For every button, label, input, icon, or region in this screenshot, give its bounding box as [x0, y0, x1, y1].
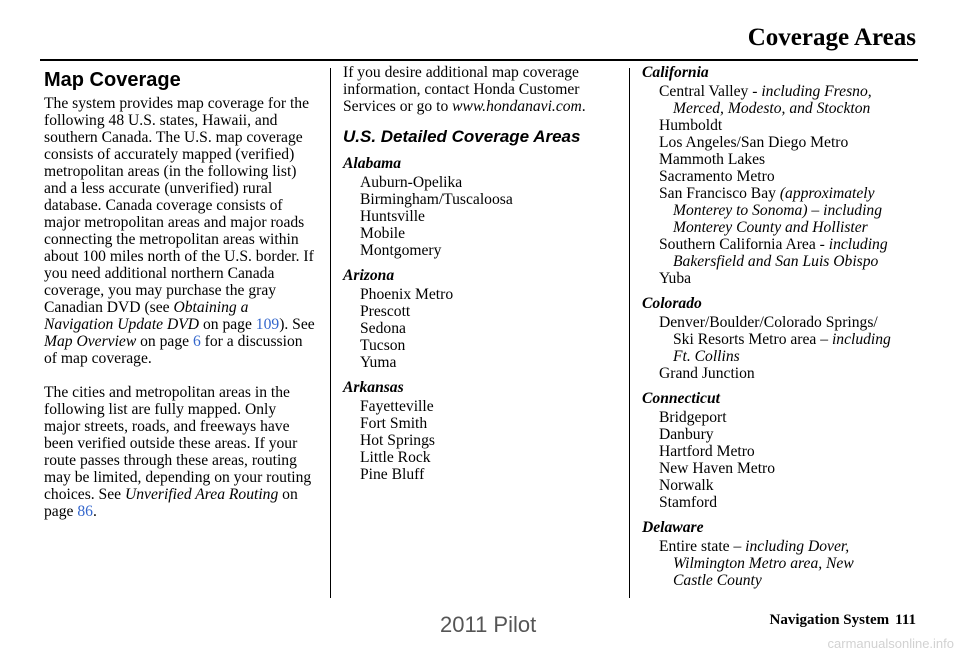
ref-map-overview: Map Overview: [44, 333, 137, 350]
area-item: Stamford: [659, 494, 718, 511]
text-run: San Francisco Bay: [659, 185, 780, 202]
area-item: Norwalk: [659, 477, 714, 494]
area-item-entire-state: [642, 538, 932, 589]
paragraph-coverage-intro: [44, 95, 316, 367]
ref-unverified-area-routing: Unverified Area Routing: [124, 486, 279, 503]
area-note: Monterey County and Hollister: [673, 219, 868, 236]
section-title-map-coverage: Map Coverage: [44, 69, 181, 91]
area-list-connecticut: [642, 409, 932, 511]
area-item: Fort Smith: [360, 415, 428, 432]
area-item: Yuba: [659, 270, 692, 287]
area-note: including Dover,: [745, 538, 850, 555]
state-heading-colorado: Colorado: [642, 295, 702, 312]
area-item-san-francisco: [642, 185, 932, 236]
column-3: [642, 64, 932, 589]
area-item: Los Angeles/San Diego Metro: [659, 134, 849, 151]
area-item: Mammoth Lakes: [659, 151, 766, 168]
area-item: Little Rock: [360, 449, 431, 466]
area-item: Hartford Metro: [659, 443, 755, 460]
text-run: Ski Resorts Metro area –: [673, 331, 832, 348]
area-list-alabama: [343, 174, 615, 259]
area-note: Bakersfield and San Luis Obispo: [673, 253, 879, 270]
area-item: Grand Junction: [659, 365, 755, 382]
area-list-delaware: [642, 538, 932, 589]
area-note: including: [828, 236, 888, 253]
area-item: Tucson: [360, 337, 406, 354]
area-note: (approximately: [779, 185, 875, 202]
area-item-denver: [642, 314, 932, 365]
area-note: including: [831, 331, 891, 348]
state-heading-california: California: [642, 64, 709, 81]
header-rule: [40, 59, 918, 61]
area-item: Hot Springs: [360, 432, 435, 449]
area-list-arizona: [343, 286, 615, 371]
area-item: Sedona: [360, 320, 406, 337]
area-item: Auburn-Opelika: [360, 174, 463, 191]
text-run: Central Valley -: [659, 83, 762, 100]
state-heading-alabama: Alabama: [343, 155, 402, 172]
area-note: Castle County: [673, 572, 762, 589]
column-2: [343, 64, 615, 483]
state-heading-arizona: Arizona: [343, 267, 395, 284]
area-note: including Fresno,: [761, 83, 872, 100]
ref-obtaining-update-dvd: Obtaining a Navigation Update DVD: [44, 299, 249, 333]
website-url: www.hondanavi.com: [452, 98, 582, 115]
area-item: New Haven Metro: [659, 460, 776, 477]
area-note: Merced, Modesto, and Stockton: [673, 100, 871, 117]
area-item: Humboldt: [659, 117, 723, 134]
watermark-model: 2011 Pilot: [440, 612, 537, 637]
area-item: Bridgeport: [659, 409, 727, 426]
area-item-southern-california: [642, 236, 932, 270]
column-1: [44, 64, 316, 520]
state-heading-delaware: Delaware: [642, 519, 704, 536]
page-footer: [770, 612, 916, 629]
text-run: on page: [136, 333, 193, 350]
state-heading-arkansas: Arkansas: [343, 379, 404, 396]
text-run: for a discussion of map coverage.: [44, 333, 303, 367]
column-divider-1: [330, 68, 331, 598]
area-item: Mobile: [360, 225, 406, 242]
section-title-detailed-areas: U.S. Detailed Coverage Areas: [343, 127, 581, 146]
area-item: Montgomery: [360, 242, 442, 259]
area-list-arkansas: [343, 398, 615, 483]
area-item: Prescott: [360, 303, 411, 320]
area-continuation: [659, 331, 932, 348]
area-note: Ft. Collins: [673, 348, 740, 365]
paragraph-contact-info: [343, 64, 615, 115]
text-run: .: [92, 503, 97, 520]
watermark-site: carmanualsonline.info: [827, 636, 954, 651]
text-run: on page: [44, 486, 298, 520]
area-item: Yuma: [360, 354, 397, 371]
area-item: Danbury: [659, 426, 714, 443]
text-run: .: [581, 98, 586, 115]
paragraph-verified-areas: [44, 384, 316, 520]
area-item: Sacramento Metro: [659, 168, 775, 185]
footer-brand: Navigation System: [769, 612, 890, 628]
text-run: If you desire additional map coverage information, contact Honda Customer Services or go to: [343, 64, 580, 115]
text-run: Entire state –: [659, 538, 746, 555]
state-heading-connecticut: Connecticut: [642, 390, 720, 407]
page-number: 111: [895, 612, 916, 628]
column-divider-2: [629, 68, 630, 598]
area-list-california: [642, 83, 932, 287]
area-item: Fayetteville: [360, 398, 434, 415]
link-page-86[interactable]: 86: [77, 503, 93, 520]
area-item: Huntsville: [360, 208, 425, 225]
area-list-colorado: [642, 314, 932, 382]
area-note: Wilmington Metro area, New: [673, 555, 854, 572]
text-run: The system provides map coverage for the following 48 U.S. states, Hawaii, and southern Canada. The U.S. map coverage consists of accurately mapped (verified) metropolitan areas (in the following list) and a less accurate (unverified) rural database. Canada coverage consists of major metropolitan areas and major roads connecting the metropolitan areas within about 100 miles north of the U.S. border. If you need additional northern Canada coverage, you may purchase the gray Canadian DVD (see: [44, 95, 314, 316]
text-run: Southern California Area -: [659, 236, 829, 253]
area-item-central-valley: [642, 83, 932, 117]
text-run: ). See: [279, 316, 315, 333]
link-page-109[interactable]: 109: [255, 316, 280, 333]
text-run: The cities and metropolitan areas in the following list are fully mapped. Only major streets, roads, and freeways have been verified outside these areas. If your route passes through these areas, routing may be limited, depending on your routing choices. See: [44, 384, 312, 503]
area-item: Birmingham/Tuscaloosa: [360, 191, 513, 208]
text-run: Denver/Boulder/Colorado Springs/: [659, 314, 878, 331]
area-item: Pine Bluff: [360, 466, 425, 483]
text-run: on page: [199, 316, 256, 333]
area-item: Phoenix Metro: [360, 286, 454, 303]
link-page-6[interactable]: 6: [192, 333, 201, 350]
area-note: Monterey to Sonoma) – including: [673, 202, 883, 219]
page-header-title: Coverage Areas: [747, 24, 916, 51]
